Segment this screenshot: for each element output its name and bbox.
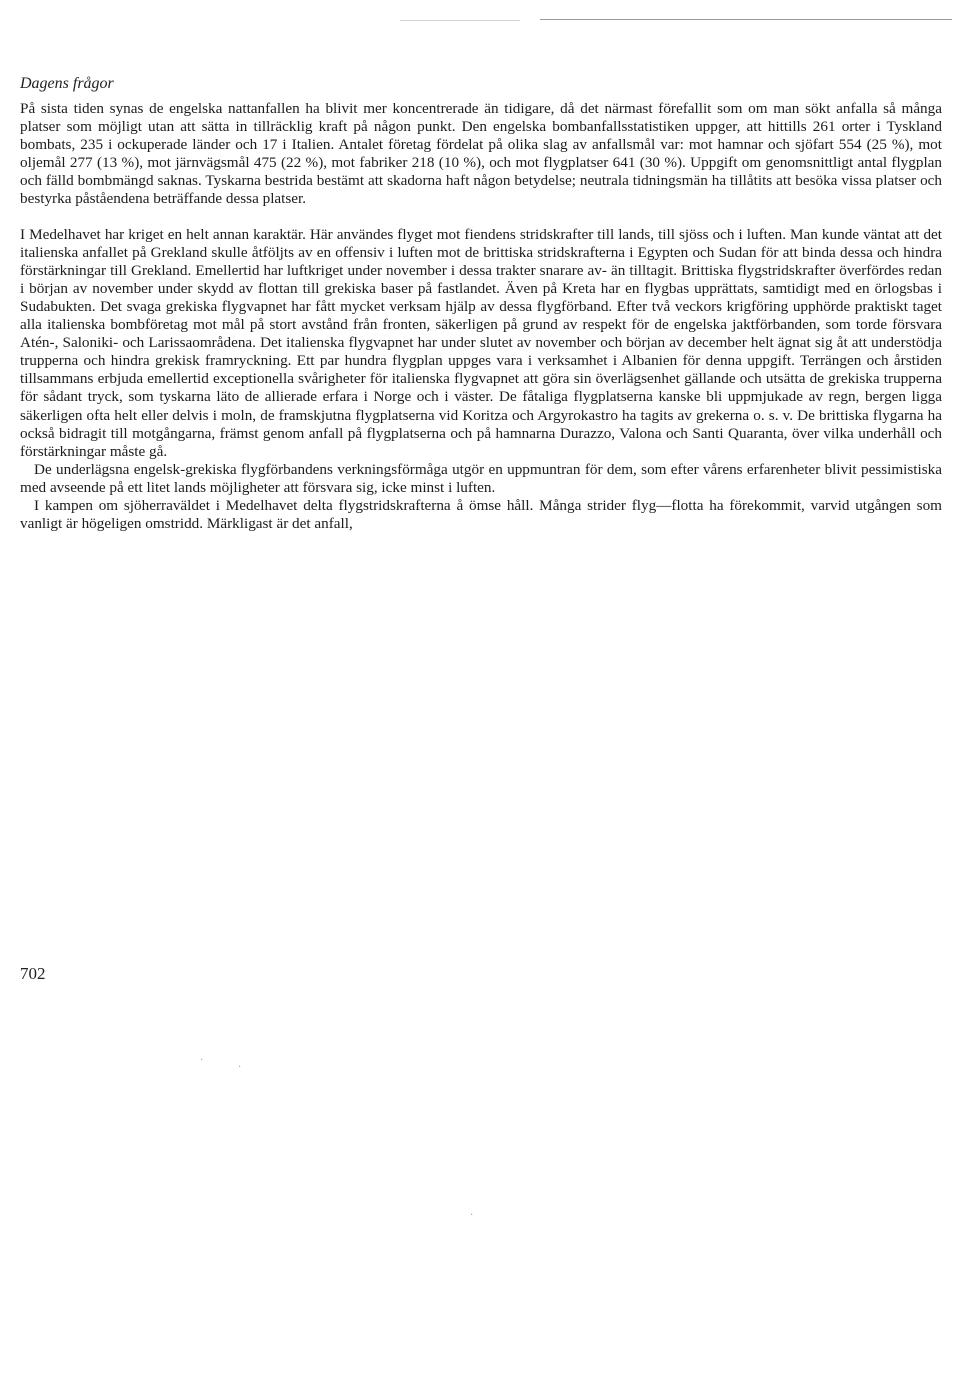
page-number: 702 xyxy=(20,964,46,983)
paragraph-naval-supremacy: I kampen om sjöherraväldet i Medelhavet delta flygstridskrafterna å ömse håll. Många strider flyg—flotta ha förekommit, varvid utgången som vanligt är högeligen omstridd. Märkligast är det anfall, xyxy=(20,496,942,533)
running-header: Dagens frågor xyxy=(20,75,114,92)
paragraph-greek-effectiveness: De underlägsna engelsk-grekiska flygförbandens verkningsförmåga utgör en uppmuntran för dem, som efter vårens erfarenheter blivit pessimistiska med avseende på ett litet lands möjligheter att försvara sig, icke minst i luften. xyxy=(20,460,942,496)
paragraph-mediterranean: I Medelhavet har kriget en helt annan karaktär. Här användes flyget mot fiendens stridskrafter till lands, till sjöss och i luften. Man kunde väntat att det italienska anfallet på Grekland skulle åtföljts av en offensiv i luften mot de brittiska stridskrafterna i Egypten och Sudan för att binda dessa och hindra förstärkningar till Grekland. Emellertid har luftkriget under november i dessa trakter snarare av- än tilltagit. Brittiska flygstridskrafter överfördes redan i början av november under skydd av flottan till grekiska baser på fastlandet. Även på Kreta har en flygbas upprättats, samtidigt med en örlogsbas i Sudabukten. Det svaga grekiska flygvapnet har fått mycket verksam hjälp av dessa flygförband. Efter två veckors krigföring upphörde praktiskt taget alla italienska bombföretag mot mål på stort avstånd från fronten, säkerligen på grund av respekt för de engelska jaktförbanden, som torde försvara Atén-, Saloniki- och Larissaområdena. Det italienska flygvapnet har under slutet av november och början av december helt ägnat sig åt att understödja trupperna och hindra grekisk framryckning. Ett par hundra flygplan uppges vara i verksamhet i Albanien för denna uppgift. Terrängen och årstiden tillsammans erbjuda emellertid exceptionella svårigheter för italienska flygvapnet att göra sin överlägsenhet gällande och utsätta de grekiska trupperna för sådant tryck, som tyskarna läto de allierade erfara i Norge och i väster. De fåtaliga flygplatserna kanske bli uppmjukade av regn, bergen ligga säkerligen ofta helt eller delvis i moln, de framskjutna flygplatserna vid Koritza och Argyrokastro ha tagits av grekerna o. s. v. De brittiska flygarna ha också bidragit till motgångarna, främst genom anfall på flygplatserna och på hamnarna Durazzo, Valona och Santi Quaranta, över vilka underhåll och förstärkningar måste gå. xyxy=(20,225,942,460)
paragraph-bombing-statistics: På sista tiden synas de engelska nattanfallen ha blivit mer koncentrerade än tidigare, då det närmast förefallit som om man sökt anfalla så många platser som möjligt utan att sätta in tillräcklig kraft på någon punkt. Den engelska bombanfallsstatistiken uppger, att hittills 261 orter i Tyskland bombats, 235 i ockuperade länder och 17 i Italien. Antalet företag fördelat på olika slag av anfallsmål var: mot hamnar och sjöfart 554 (25 %), mot oljemål 277 (13 %), mot järnvägsmål 475 (22 %), mot fabriker 218 (10 %), och mot flygplatser 641 (30 %). Uppgift om genomsnittligt antal flygplan och fälld bombmängd saknas. Tyskarna bestrida bestämt att skadorna haft någon betydelse; neutrala tidningsmän ha tillåtits att besöka vissa platser och bestyrka påståendena beträffande dessa platser. xyxy=(20,100,942,208)
scan-speck: · xyxy=(238,1062,242,1073)
paragraph-gap xyxy=(20,209,942,226)
scan-speck: · xyxy=(470,1210,474,1221)
article-body xyxy=(20,100,942,533)
header-rule xyxy=(540,19,952,20)
scan-speck: · xyxy=(200,1055,204,1066)
header-rule-faint xyxy=(400,20,520,21)
